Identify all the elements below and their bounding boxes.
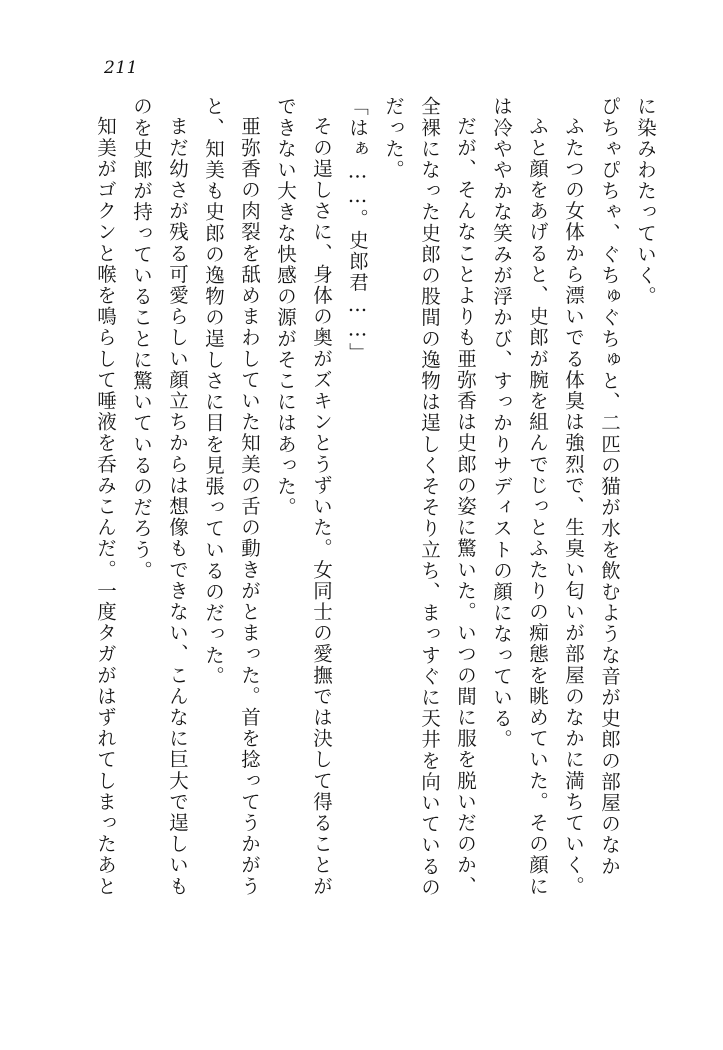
- text-line: だった。: [382, 96, 405, 181]
- text-line: 知美がゴクンと喉を鳴らして唾液を呑みこんだ。一度タガがはずれてしまったあと: [94, 116, 117, 897]
- text-line: その逞しさに、身体の奥がズキンとうずいた。女同士の愛撫では決して得ることが: [310, 116, 333, 897]
- text-line: だが、そんなことよりも亜弥香は史郎の姿に驚いた。いつの間に服を脱いだのか、: [454, 116, 477, 897]
- text-line: ふたつの女体から漂いでる体臭は強烈で、生臭い匂いが部屋のなかに満ちていく。: [562, 116, 585, 897]
- text-line: 亜弥香の肉裂を舐めまわしていた知美の舌の動きがとまった。首を捻ってうかがう: [238, 116, 261, 897]
- text-line: 「はぁ……。史郎君……」: [346, 96, 369, 364]
- text-line: のを史郎が持っていることに驚いているのだろう。: [130, 96, 153, 582]
- text-line: 全裸になった史郎の股間の逸物は逞しくそそり立ち、まっすぐに天井を向いているの: [418, 96, 441, 898]
- vertical-body-text: [58, 96, 663, 976]
- text-line: に染みわたっていく。: [634, 96, 657, 307]
- text-line: ふと顔をあげると、史郎が腕を組んでじっとふたりの痴態を眺めていた。その顔に: [526, 116, 549, 897]
- text-line: と、知美も史郎の逸物の逞しさに目を見張っているのだった。: [202, 96, 225, 687]
- page-number: 211: [104, 58, 138, 78]
- text-line: ぴちゃぴちゃ、ぐちゅぐちゅと、二匹の猫が水を飲むような音が史郎の部屋のなか: [598, 96, 621, 877]
- text-line: できない大きな快感の源がそこにはあった。: [274, 96, 297, 518]
- text-line: まだ幼さが残る可愛らしい顔立ちからは想像もできない、こんなに巨大で逞しいも: [166, 116, 189, 897]
- text-line: は冷ややかな笑みが浮かび、すっかりサディストの顔になっている。: [490, 96, 513, 751]
